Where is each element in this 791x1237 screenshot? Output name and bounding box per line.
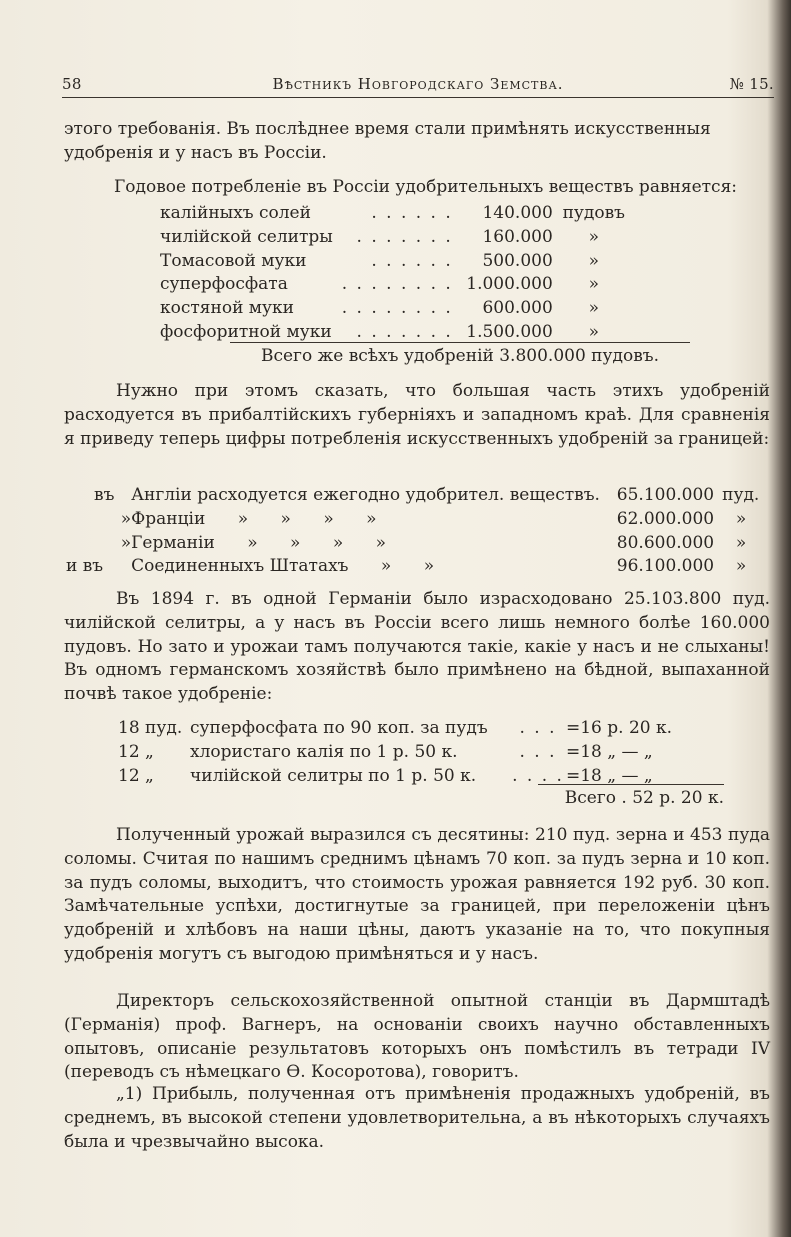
table-row — [160, 298, 629, 322]
leader-dots: . . . . . . . . — [341, 274, 453, 295]
paragraph-text: Полученный урожай выразился съ десятины: 210 пуд. зерна и 453 пуда соломы. Считая по нашимъ среднимъ цѣнамъ 70 коп. за пудъ зерна и 10 коп. за пудъ соломы, выходитъ, что стоимость урожая равняется 192 руб. 30 коп. Замѣчательные успѣхи, достигнутые за границей, при переложеніи цѣнъ удобреній и хлѣбовъ на наши цѣны, даютъ указаніе на то, что покупныя удобренія могутъ съ выгодою примѣняться и у насъ. — [64, 825, 770, 964]
row-prefix: и въ — [66, 556, 104, 577]
amount: 140.000 — [482, 203, 553, 223]
paragraph-6 — [64, 990, 770, 1085]
leader-dots: . . . — [519, 718, 557, 738]
table-row — [94, 556, 760, 580]
amount: 600.000 — [482, 298, 553, 319]
unit: » — [735, 532, 747, 553]
paragraph-1 — [64, 118, 770, 166]
paragraph-4 — [64, 588, 770, 707]
fertilizer-name: фосфоритной муки — [160, 321, 332, 342]
fertilizer-name: Томасовой муки — [160, 250, 307, 271]
fertilizer-name: чилійской селитры — [160, 226, 333, 247]
paragraph-text: Въ 1894 г. въ одной Германіи было израсходовано 25.103.800 пуд. чилійской селитры, а у насъ въ Россіи всего лишь немного болѣе 160.000 пудовъ. Но зато и урожаи тамъ получаются такіе, какіе у насъ и не слыханы! Въ одномъ германскомъ хозяйствѣ было примѣнено на бѣдной, выпаханной почвѣ такое удобреніе: — [64, 589, 770, 705]
amount: 65.100.000 — [616, 485, 715, 505]
issue-number: № 15. — [729, 75, 774, 93]
table-row — [160, 274, 629, 298]
sum: =16 р. 20 к. — [566, 718, 673, 738]
table-row — [94, 533, 760, 557]
fertilizer-cost-table — [118, 718, 706, 789]
leader-dots: . . . . . . . — [356, 226, 453, 247]
table-row — [94, 509, 760, 533]
amount: 160.000 — [482, 226, 553, 247]
fertilizer-name: калійныхъ солей — [160, 203, 311, 223]
leader-dots: . . . — [519, 741, 557, 762]
amount: 1.000.000 — [466, 274, 553, 295]
fertilizer-total: Всего . 52 р. 20 к. — [538, 784, 724, 808]
leader-dots: . . . . . . — [371, 250, 453, 271]
country: Англіи расходуется ежегодно удобрител. веществъ. — [131, 485, 600, 505]
unit: пудовъ — [562, 203, 625, 223]
leader-dots: . . . . . . . . — [341, 298, 453, 319]
paragraph-text: этого требованія. Въ послѣднее время стали примѣнять искусственныя удобренія и у насъ въ Россіи. — [64, 119, 711, 163]
paragraph-text: „1) Прибыль, полученная отъ примѣненія продажныхъ удобреній, въ среднемъ, въ высокой степени удовлетворительна, а въ нѣкоторыхъ случаяхъ была и чрезвычайно высока. — [64, 1084, 770, 1152]
amount: 500.000 — [482, 250, 553, 271]
leader-dots: . . . . . . . — [356, 321, 453, 342]
unit: » — [735, 556, 747, 577]
unit: пуд. — [722, 485, 760, 505]
description: чилійской селитры по 1 р. 50 к. — [190, 765, 477, 786]
table-row — [118, 718, 706, 742]
sum: =18 „ — „ — [566, 765, 653, 786]
amount: 1.500.000 — [466, 321, 553, 342]
sum: =18 „ — „ — [566, 741, 653, 762]
fertilizer-name: костяной муки — [160, 298, 294, 319]
row-prefix: » — [120, 532, 132, 553]
leader-dots: . . . . . . — [371, 203, 453, 223]
paragraph-text: Нужно при этомъ сказать, что большая часть этихъ удобреній расходуется въ прибалтійскихъ губерніяхъ и западномъ краѣ. Для сравненія я приведу теперь цифры потребленія искусственныхъ удобреній за границей: — [64, 381, 770, 449]
description: суперфосфата по 90 коп. за пудъ — [190, 718, 488, 738]
paragraph-text: Директоръ сельскохозяйственной опытной станціи въ Дармштадѣ (Германія) проф. Вагнеръ, на основаніи своихъ научно обставленныхъ опытовъ, описаніе результатовъ которыхъ онъ помѣстилъ въ тетради IV (переводъ съ нѣмецкаго Ѳ. Косоротова), говоритъ. — [64, 991, 770, 1083]
country: Соединенныхъ Штатахъ » » — [131, 556, 435, 577]
country: Франціи » » » » — [131, 508, 377, 529]
page-number: 58 — [62, 75, 82, 93]
table-row — [160, 227, 629, 251]
consumption-total: Всего же всѣхъ удобреній 3.800.000 пудовъ. — [230, 342, 690, 366]
russia-consumption-table — [160, 203, 629, 346]
paragraph-7 — [64, 1083, 770, 1154]
paragraph-text: Годовое потребленіе въ Россіи удобрительныхъ веществъ равняется: — [114, 177, 738, 197]
table-row — [160, 203, 629, 227]
table-row — [94, 485, 760, 509]
quantity: 12 „ — [118, 741, 154, 762]
running-header — [62, 75, 774, 97]
row-prefix: въ — [94, 485, 115, 505]
unit: » — [588, 226, 599, 247]
unit: » — [588, 250, 599, 271]
description: хлористаго калія по 1 р. 50 к. — [190, 741, 458, 762]
header-rule — [62, 97, 774, 98]
paragraph-3 — [64, 380, 770, 451]
amount: 62.000.000 — [616, 508, 715, 529]
table-row — [118, 742, 706, 766]
row-prefix: » — [120, 508, 132, 529]
country: Германіи » » » » — [131, 532, 387, 553]
fertilizer-name: суперфосфата — [160, 274, 288, 295]
unit: » — [735, 508, 747, 529]
unit: » — [588, 274, 599, 295]
abroad-consumption-table — [66, 485, 760, 580]
amount: 80.600.000 — [616, 532, 715, 553]
paragraph-2 — [114, 176, 770, 200]
unit: » — [588, 321, 599, 342]
table-row — [160, 251, 629, 275]
quantity: 18 пуд. — [118, 718, 183, 738]
amount: 96.100.000 — [616, 556, 715, 577]
journal-title: Вѣстникъ Новгородскаго Земства. — [272, 75, 564, 93]
paragraph-5 — [64, 824, 770, 967]
quantity: 12 „ — [118, 765, 154, 786]
unit: » — [588, 298, 599, 319]
leader-dots: . . . . — [512, 765, 564, 786]
